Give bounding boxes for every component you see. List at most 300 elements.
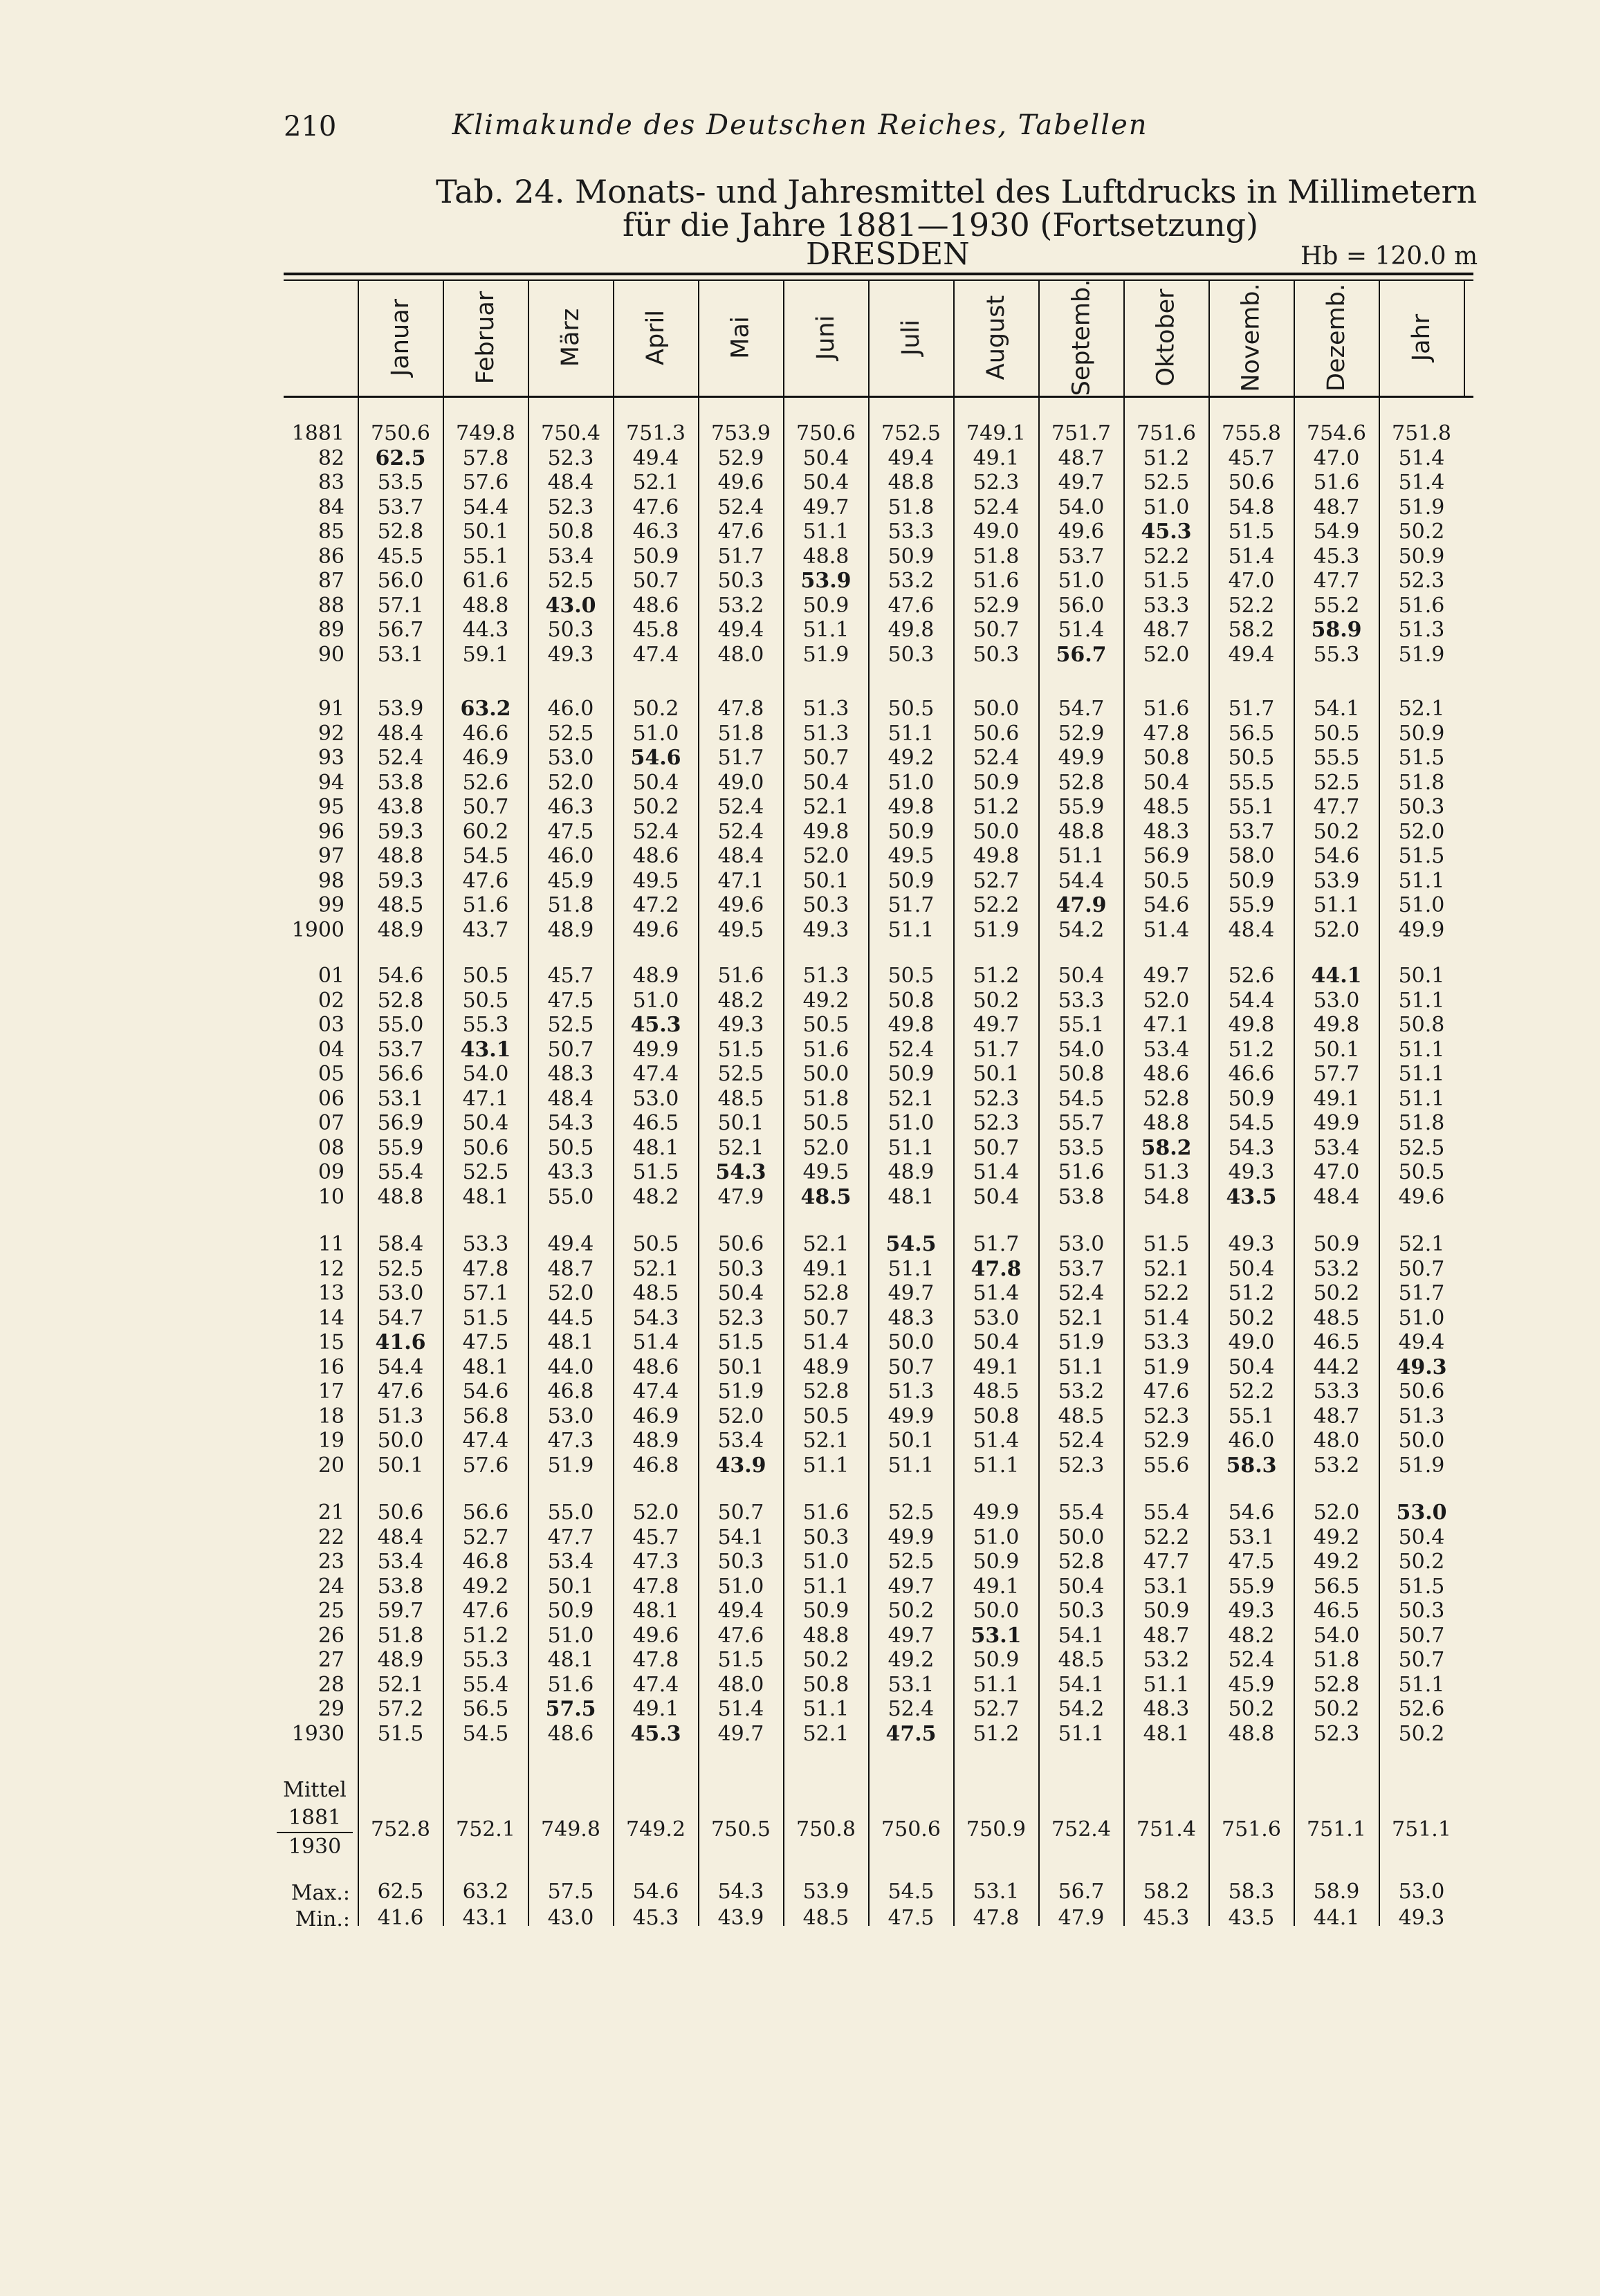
table-cell: 50.9 — [888, 1062, 935, 1086]
table-cell: 51.7 — [973, 1232, 1020, 1256]
table-cell: 45.8 — [632, 618, 679, 642]
table-cell: 51.4 — [717, 1697, 764, 1721]
table-cell: 51.1 — [802, 1453, 849, 1478]
table-cell: 48.3 — [1143, 1697, 1190, 1721]
min-cell: 43.0 — [547, 1906, 594, 1930]
table-cell: 58.2 — [1141, 1135, 1192, 1160]
table-cell: 52.3 — [1058, 1453, 1105, 1478]
table-cell: 50.8 — [547, 520, 594, 544]
table-cell: 48.7 — [1313, 1404, 1360, 1429]
table-cell: 50.8 — [802, 1672, 849, 1697]
table-cell: 43.0 — [545, 593, 596, 618]
year-label: 92 — [318, 721, 344, 746]
min-cell: 49.3 — [1398, 1906, 1445, 1930]
table-cell: 50.2 — [1313, 1281, 1360, 1305]
table-cell: 51.9 — [1398, 642, 1445, 667]
table-cell: 50.1 — [973, 1062, 1020, 1086]
table-cell: 51.8 — [1313, 1648, 1360, 1672]
table-cell: 51.1 — [888, 917, 935, 942]
table-cell: 55.3 — [462, 1648, 509, 1672]
min-cell: 43.1 — [462, 1906, 509, 1930]
table-cell: 50.2 — [632, 795, 679, 819]
year-label: 17 — [318, 1379, 344, 1404]
min-cell: 45.3 — [632, 1906, 679, 1930]
table-cell: 55.5 — [1313, 746, 1360, 770]
column-header — [1379, 279, 1464, 396]
table-cell: 53.4 — [547, 1550, 594, 1574]
table-cell: 50.3 — [1398, 795, 1445, 819]
table-cell: 49.8 — [888, 618, 935, 642]
table-cell: 54.3 — [715, 1160, 766, 1184]
table-cell: 52.1 — [632, 470, 679, 495]
table-cell: 46.9 — [632, 1404, 679, 1429]
table-cell: 50.4 — [1143, 770, 1190, 795]
year-label: 05 — [318, 1062, 344, 1086]
table-cell: 50.4 — [462, 1111, 509, 1135]
table-cell: 50.8 — [1058, 1062, 1105, 1086]
table-cell: 62.5 — [375, 446, 426, 470]
table-cell: 41.6 — [375, 1330, 426, 1354]
table-cell: 53.1 — [377, 1086, 424, 1111]
table-cell: 54.4 — [377, 1354, 424, 1379]
table-cell: 51.1 — [1058, 844, 1105, 868]
column-header-label: Oktober — [1152, 288, 1180, 387]
table-cell: 50.2 — [802, 1648, 849, 1672]
table-cell: 49.2 — [1313, 1525, 1360, 1550]
table-cell: 49.9 — [1398, 917, 1445, 942]
table-cell: 50.1 — [462, 520, 509, 544]
table-cell: 51.2 — [973, 795, 1020, 819]
table-cell: 54.3 — [547, 1111, 594, 1135]
table-cell: 50.5 — [802, 1013, 849, 1037]
table-cell: 50.9 — [802, 593, 849, 618]
year-label: 13 — [318, 1281, 344, 1305]
year-label: 02 — [318, 988, 344, 1013]
table-cell: 49.7 — [802, 495, 849, 520]
table-cell: 48.7 — [1313, 495, 1360, 520]
table-cell: 54.5 — [885, 1232, 937, 1256]
table-cell: 50.5 — [802, 1404, 849, 1429]
max-cell: 53.1 — [973, 1880, 1020, 1904]
table-cell: 50.4 — [802, 470, 849, 495]
max-cell: 58.3 — [1228, 1880, 1275, 1904]
table-cell: 51.5 — [717, 1648, 764, 1672]
table-cell: 51.4 — [973, 1429, 1020, 1453]
table-cell: 47.4 — [632, 642, 679, 667]
year-label: 96 — [318, 819, 344, 844]
min-cell: 47.5 — [888, 1906, 935, 1930]
table-cell: 52.4 — [973, 495, 1020, 520]
table-cell: 52.1 — [802, 795, 849, 819]
table-cell: 51.1 — [973, 1672, 1020, 1697]
table-cell: 52.2 — [973, 893, 1020, 917]
table-cell: 751.8 — [1392, 421, 1451, 446]
table-cell: 53.9 — [377, 697, 424, 721]
table-cell: 51.5 — [1398, 1574, 1445, 1599]
table-cell: 47.4 — [462, 1429, 509, 1453]
table-cell: 52.8 — [1143, 1086, 1190, 1111]
table-cell: 55.4 — [377, 1160, 424, 1184]
table-cell: 51.0 — [1398, 1305, 1445, 1330]
table-cell: 57.7 — [1313, 1062, 1360, 1086]
table-cell: 51.5 — [717, 1330, 764, 1354]
table-cell: 52.4 — [1058, 1429, 1105, 1453]
mittel-cell: 752.4 — [1051, 1817, 1111, 1842]
table-cell: 56.0 — [1058, 593, 1105, 618]
table-cell: 49.9 — [888, 1525, 935, 1550]
table-cell: 54.2 — [1058, 1697, 1105, 1721]
table-cell: 47.6 — [888, 593, 935, 618]
station-elevation: Hb = 120.0 m — [1300, 242, 1478, 270]
table-cell: 51.1 — [802, 618, 849, 642]
table-cell: 47.7 — [1313, 569, 1360, 593]
year-label: 87 — [318, 569, 344, 593]
column-header — [614, 279, 698, 396]
year-label: 86 — [318, 544, 344, 569]
table-cell: 52.4 — [717, 819, 764, 844]
table-cell: 51.4 — [1228, 544, 1275, 569]
table-cell: 50.3 — [717, 569, 764, 593]
table-cell: 49.9 — [1058, 746, 1105, 770]
table-cell: 48.8 — [802, 1623, 849, 1648]
table-cell: 49.4 — [1398, 1330, 1445, 1354]
table-cell: 52.6 — [1398, 1697, 1445, 1721]
table-cell: 54.4 — [462, 495, 509, 520]
table-cell: 51.4 — [1143, 917, 1190, 942]
table-cell: 750.6 — [796, 421, 856, 446]
table-cell: 47.0 — [1313, 1160, 1360, 1184]
table-cell: 57.5 — [545, 1697, 596, 1721]
table-cell: 50.8 — [973, 1404, 1020, 1429]
table-cell: 49.3 — [717, 1013, 764, 1037]
table-cell: 50.7 — [802, 1305, 849, 1330]
table-cell: 53.0 — [547, 746, 594, 770]
table-cell: 53.2 — [1313, 1453, 1360, 1478]
table-cell: 51.8 — [1398, 1111, 1445, 1135]
mittel-cell: 751.1 — [1392, 1817, 1451, 1842]
min-cell: 43.9 — [717, 1906, 764, 1930]
table-cell: 51.1 — [1313, 893, 1360, 917]
mittel-cell: 750.5 — [711, 1817, 771, 1842]
table-cell: 48.6 — [632, 844, 679, 868]
table-cell: 50.2 — [973, 988, 1020, 1013]
table-cell: 52.0 — [1398, 819, 1445, 844]
table-cell: 54.0 — [462, 1062, 509, 1086]
table-cell: 52.9 — [1143, 1429, 1190, 1453]
table-cell: 48.1 — [1143, 1721, 1190, 1746]
table-cell: 49.5 — [632, 868, 679, 893]
table-cell: 50.5 — [1398, 1160, 1445, 1184]
table-cell: 56.7 — [1056, 642, 1107, 667]
table-cell: 51.1 — [1398, 868, 1445, 893]
table-cell: 52.5 — [717, 1062, 764, 1086]
table-cell: 54.7 — [1058, 697, 1105, 721]
table-cell: 48.3 — [1143, 819, 1190, 844]
table-cell: 47.5 — [1228, 1550, 1275, 1574]
table-cell: 52.4 — [888, 1037, 935, 1062]
table-cell: 51.7 — [1228, 697, 1275, 721]
table-caption: Tab. 24. Monats- und Jahresmittel des Luftdrucks in Millimetern — [436, 173, 1478, 210]
table-cell: 49.3 — [1228, 1160, 1275, 1184]
table-cell: 52.1 — [632, 1256, 679, 1281]
table-cell: 51.1 — [802, 1574, 849, 1599]
table-cell: 50.6 — [1228, 470, 1275, 495]
table-cell: 50.4 — [802, 770, 849, 795]
table-cell: 58.3 — [1226, 1453, 1277, 1478]
year-label: 98 — [318, 868, 344, 893]
table-cell: 53.2 — [1313, 1256, 1360, 1281]
table-cell: 754.6 — [1307, 421, 1366, 446]
table-cell: 51.0 — [717, 1574, 764, 1599]
table-cell: 50.7 — [632, 569, 679, 593]
table-cell: 51.8 — [717, 721, 764, 746]
table-cell: 50.3 — [717, 1550, 764, 1574]
table-cell: 47.9 — [717, 1184, 764, 1209]
table-cell: 54.6 — [1313, 844, 1360, 868]
table-cell: 51.3 — [1398, 618, 1445, 642]
column-header — [1039, 279, 1123, 396]
year-label: 1930 — [291, 1721, 344, 1746]
table-cell: 51.1 — [802, 1697, 849, 1721]
table-cell: 51.1 — [1398, 1037, 1445, 1062]
table-cell: 49.4 — [888, 446, 935, 470]
table-cell: 53.0 — [1058, 1232, 1105, 1256]
table-cell: 52.2 — [1228, 593, 1275, 618]
table-cell: 56.9 — [377, 1111, 424, 1135]
table-cell: 51.8 — [973, 544, 1020, 569]
table-cell: 47.2 — [632, 893, 679, 917]
table-cell: 48.5 — [632, 1281, 679, 1305]
mittel-cell: 752.1 — [456, 1817, 515, 1842]
table-cell: 47.6 — [462, 1599, 509, 1623]
table-cell: 48.6 — [632, 1354, 679, 1379]
table-cell: 52.5 — [888, 1550, 935, 1574]
table-cell: 48.9 — [888, 1160, 935, 1184]
table-cell: 48.5 — [973, 1379, 1020, 1404]
table-cell: 47.8 — [717, 697, 764, 721]
table-cell: 52.0 — [802, 1135, 849, 1160]
table-cell: 54.1 — [1058, 1672, 1105, 1697]
table-cell: 55.3 — [1313, 642, 1360, 667]
column-header-label: April — [642, 310, 670, 365]
table-cell: 50.3 — [802, 893, 849, 917]
table-cell: 52.3 — [973, 1086, 1020, 1111]
table-cell: 50.0 — [377, 1429, 424, 1453]
table-cell: 46.3 — [547, 795, 594, 819]
table-cell: 59.3 — [377, 868, 424, 893]
table-cell: 46.6 — [462, 721, 509, 746]
table-cell: 52.5 — [888, 1500, 935, 1525]
column-header-label: Juli — [896, 320, 925, 356]
table-cell: 52.1 — [1058, 1305, 1105, 1330]
table-cell: 50.8 — [888, 988, 935, 1013]
mittel-cell: 750.8 — [796, 1817, 856, 1842]
table-cell: 51.0 — [1058, 569, 1105, 593]
table-cell: 51.1 — [1398, 1086, 1445, 1111]
table-cell: 48.3 — [888, 1305, 935, 1330]
table-cell: 52.7 — [462, 1525, 509, 1550]
table-cell: 52.0 — [1143, 642, 1190, 667]
table-cell: 51.2 — [1228, 1037, 1275, 1062]
table-cell: 44.5 — [547, 1305, 594, 1330]
table-cell: 49.4 — [717, 1599, 764, 1623]
table-cell: 51.5 — [1398, 746, 1445, 770]
table-cell: 48.4 — [1228, 917, 1275, 942]
year-label: 25 — [318, 1599, 344, 1623]
table-cell: 50.0 — [1398, 1429, 1445, 1453]
table-cell: 51.3 — [802, 964, 849, 988]
table-cell: 55.6 — [1143, 1453, 1190, 1478]
table-cell: 47.6 — [717, 1623, 764, 1648]
column-header — [954, 279, 1038, 396]
table-cell: 52.1 — [377, 1672, 424, 1697]
table-cell: 47.6 — [632, 495, 679, 520]
table-cell: 52.3 — [1398, 569, 1445, 593]
table-cell: 50.7 — [973, 1135, 1020, 1160]
table-cell: 52.5 — [547, 721, 594, 746]
table-cell: 53.2 — [1058, 1379, 1105, 1404]
table-cell: 54.0 — [1058, 495, 1105, 520]
table-cell: 50.9 — [632, 544, 679, 569]
table-cell: 48.5 — [1313, 1305, 1360, 1330]
year-label: 29 — [318, 1697, 344, 1721]
table-cell: 47.1 — [1143, 1013, 1190, 1037]
table-cell: 51.9 — [973, 917, 1020, 942]
max-label: Max.: — [291, 1881, 350, 1905]
table-cell: 54.0 — [1058, 1037, 1105, 1062]
table-cell: 52.0 — [1313, 917, 1360, 942]
table-cell: 47.1 — [717, 868, 764, 893]
table-cell: 49.2 — [462, 1574, 509, 1599]
table-cell: 47.7 — [1313, 795, 1360, 819]
table-cell: 50.7 — [717, 1500, 764, 1525]
table-cell: 48.7 — [1143, 1623, 1190, 1648]
table-cell: 50.4 — [973, 1184, 1020, 1209]
table-cell: 50.8 — [1398, 1013, 1445, 1037]
table-cell: 49.9 — [632, 1037, 679, 1062]
table-cell: 49.6 — [1398, 1184, 1445, 1209]
table-cell: 52.5 — [547, 1013, 594, 1037]
table-cell: 51.1 — [888, 1453, 935, 1478]
table-cell: 48.2 — [717, 988, 764, 1013]
column-header — [699, 279, 783, 396]
table-cell: 50.4 — [1228, 1354, 1275, 1379]
table-cell: 48.2 — [1228, 1623, 1275, 1648]
table-cell: 48.7 — [547, 1256, 594, 1281]
table-cell: 55.4 — [1143, 1500, 1190, 1525]
table-cell: 51.0 — [888, 1111, 935, 1135]
table-cell: 46.3 — [632, 520, 679, 544]
table-cell: 49.8 — [973, 844, 1020, 868]
table-cell: 52.3 — [717, 1305, 764, 1330]
table-cell: 50.9 — [1398, 721, 1445, 746]
table-cell: 48.1 — [632, 1599, 679, 1623]
table-cell: 49.8 — [888, 1013, 935, 1037]
table-cell: 51.4 — [1143, 1305, 1190, 1330]
table-cell: 52.4 — [717, 495, 764, 520]
table-cell: 51.7 — [973, 1037, 1020, 1062]
table-cell: 52.5 — [1313, 770, 1360, 795]
table-cell: 51.5 — [1228, 520, 1275, 544]
table-cell: 50.0 — [973, 819, 1020, 844]
table-cell: 49.3 — [547, 642, 594, 667]
table-cell: 53.8 — [1058, 1184, 1105, 1209]
table-cell: 49.2 — [802, 988, 849, 1013]
table-cell: 50.0 — [1058, 1525, 1105, 1550]
table-cell: 51.7 — [717, 746, 764, 770]
table-cell: 52.4 — [888, 1697, 935, 1721]
table-cell: 53.9 — [800, 569, 852, 593]
table-caption-subtitle: für die Jahre 1881—1930 (Fortsetzung) — [623, 206, 1259, 244]
table-cell: 48.6 — [1143, 1062, 1190, 1086]
column-header-label: Septemb. — [1067, 279, 1096, 396]
table-cell: 52.2 — [1143, 1525, 1190, 1550]
table-cell: 47.8 — [1143, 721, 1190, 746]
table-cell: 48.0 — [717, 642, 764, 667]
table-cell: 49.4 — [632, 446, 679, 470]
table-cell: 54.5 — [1228, 1111, 1275, 1135]
table-cell: 50.1 — [1313, 1037, 1360, 1062]
table-cell: 48.3 — [547, 1062, 594, 1086]
table-cell: 50.5 — [1228, 746, 1275, 770]
table-cell: 50.3 — [973, 642, 1020, 667]
table-cell: 50.9 — [888, 544, 935, 569]
table-cell: 60.2 — [462, 819, 509, 844]
table-cell: 751.3 — [626, 421, 686, 446]
table-cell: 47.6 — [1143, 1379, 1190, 1404]
table-cell: 52.9 — [973, 593, 1020, 618]
table-cell: 50.1 — [888, 1429, 935, 1453]
table-cell: 48.4 — [717, 844, 764, 868]
table-cell: 43.3 — [547, 1160, 594, 1184]
table-cell: 49.8 — [888, 795, 935, 819]
table-cell: 51.0 — [632, 988, 679, 1013]
table-cell: 48.1 — [632, 1135, 679, 1160]
table-cell: 50.4 — [973, 1330, 1020, 1354]
table-cell: 50.6 — [717, 1232, 764, 1256]
table-cell: 52.8 — [802, 1281, 849, 1305]
table-cell: 43.7 — [462, 917, 509, 942]
table-cell: 53.5 — [377, 470, 424, 495]
table-cell: 50.9 — [1398, 544, 1445, 569]
table-cell: 53.2 — [888, 569, 935, 593]
table-cell: 63.2 — [460, 697, 511, 721]
table-cell: 53.3 — [1313, 1379, 1360, 1404]
table-cell: 53.1 — [377, 642, 424, 667]
table-cell: 52.0 — [802, 844, 849, 868]
table-cell: 52.7 — [973, 868, 1020, 893]
table-cell: 51.1 — [802, 520, 849, 544]
column-header-label: Mai — [727, 316, 755, 359]
table-cell: 47.4 — [632, 1062, 679, 1086]
table-cell: 52.3 — [547, 446, 594, 470]
table-cell: 51.6 — [973, 569, 1020, 593]
year-label: 90 — [318, 642, 344, 667]
table-cell: 55.9 — [1228, 1574, 1275, 1599]
table-cell: 48.5 — [1058, 1648, 1105, 1672]
table-cell: 49.0 — [1228, 1330, 1275, 1354]
year-label: 16 — [318, 1354, 344, 1379]
table-cell: 52.0 — [632, 1500, 679, 1525]
table-cell: 57.6 — [462, 1453, 509, 1478]
table-cell: 50.7 — [973, 618, 1020, 642]
table-cell: 47.6 — [462, 868, 509, 893]
column-header — [528, 279, 613, 396]
min-cell: 43.5 — [1228, 1906, 1275, 1930]
table-cell: 45.9 — [547, 868, 594, 893]
table-cell: 51.0 — [1143, 495, 1190, 520]
table-cell: 54.3 — [632, 1305, 679, 1330]
